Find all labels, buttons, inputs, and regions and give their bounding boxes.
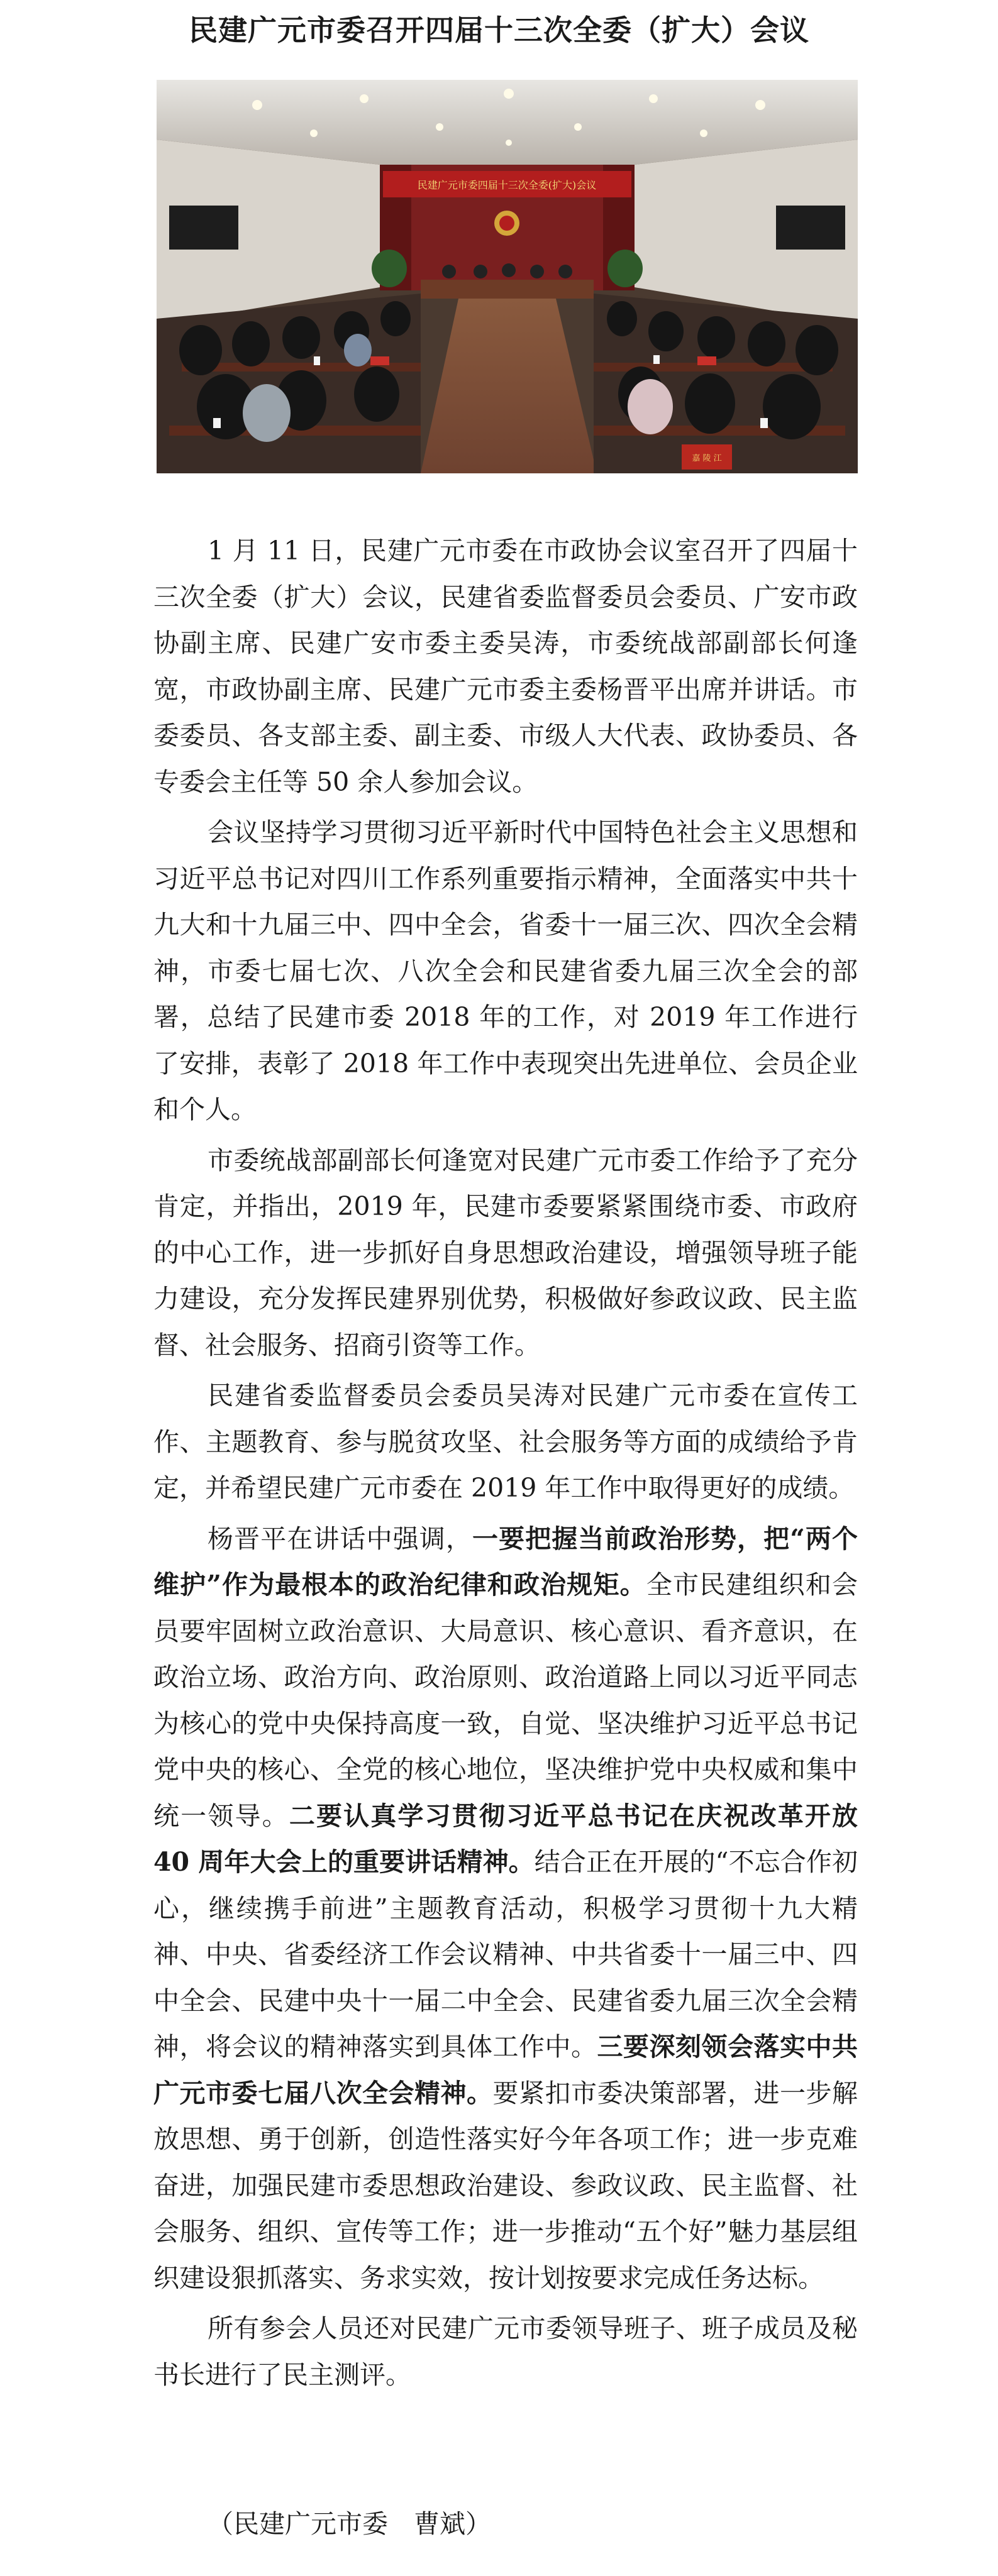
paragraph-text: 1 月 11 日，民建广元市委在市政协会议室召开了四届十三次全委（扩大）会议，民建省委监督委员会委员、广安市政协副主席、民建广安市委主委吴涛，市委统战部副部长何逢宽，市政协副主席、民建广元市委主委杨晋平出席并讲话。市委委员、各支部主委、副主委、市级人大代表、政协委员、各专委会主任等 50 余人参加会议。	[153, 536, 858, 797]
article-paragraph	[153, 1516, 858, 2302]
paragraph-text: 市委统战部副部长何逢宽对民建广元市委工作给予了充分肯定，并指出，2019 年，民建市委要紧紧围绕市委、市政府的中心工作，进一步抓好自身思想政治建设，增强领导班子能力建设，充分发挥民建界别优势，积极做好参政议政、民主监督、社会服务、招商引资等工作。	[153, 1145, 858, 1360]
banner-text: 民建广元市委四届十三次全委(扩大)会议	[417, 179, 597, 191]
paragraph-text: 要紧扣市委决策部署，进一步解放思想、勇于创新，创造性落实好今年各项工作；进一步克难奋进，加强民建市委思想政治建设、参政议政、民主监督、社会服务、组织、宣传等工作；进一步推动“五个好”魅力基层组织建设狠抓落实、务求实效，按计划按要求完成任务达标。	[153, 2078, 858, 2293]
article-paragraph	[153, 1373, 858, 1512]
article-paragraph	[153, 528, 858, 805]
paragraph-text: 民建省委监督委员会委员吴涛对民建广元市委在宣传工作、主题教育、参与脱贫攻坚、社会服务等方面的成绩给予肯定，并希望民建广元市委在 2019 年工作中取得更好的成绩。	[153, 1380, 858, 1503]
paragraph-text: 结合正在开展的“不忘合作初心，继续携手前进”主题教育活动，积极学习贯彻十九大精神、中央、省委经济工作会议精神、中共省委十一届三中、四中全会、民建中央十一届二中全会、民建省委九届三次全会精神，将会议的精神落实到具体工作中。	[153, 1847, 858, 2062]
paragraph-text: 杨晋平在讲话中强调，	[208, 1523, 473, 1554]
paragraph-text: 所有参会人员还对民建广元市委领导班子、班子成员及秘书长进行了民主测评。	[153, 2313, 858, 2390]
bold-text: 一要把握当前政治形势，把“两个维护”作为最根本的政治纪律和政治规矩。	[153, 1523, 858, 1600]
article-paragraph	[153, 1138, 858, 1369]
meeting-photo	[157, 80, 858, 473]
author-line: （民建广元市委 曹斌）	[208, 2509, 491, 2539]
paragraph-text: 全市民建组织和会员要牢固树立政治意识、大局意识、核心意识、看齐意识，在政治立场、政治方向、政治原则、政治道路上同以习近平同志为核心的党中央保持高度一致，自觉、坚决维护习近平总书记党中央的核心、全党的核心地位，坚决维护党中央权威和集中统一领导。	[153, 1570, 858, 1831]
nameplate-text: 嘉 陵 江	[692, 454, 722, 463]
article-body	[153, 528, 858, 2403]
paragraph-text: 会议坚持学习贯彻习近平新时代中国特色社会主义思想和习近平总书记对四川工作系列重要指示精神，全面落实中共十九大和十九届三中、四中全会，省委十一届三次、四次全会精神，市委七届七次、八次全会和民建省委九届三次全会的部署，总结了民建市委 2018 年的工作，对 2019 年工作进行了安排，表彰了 2018 年工作中表现突出先进单位、会员企业和个人。	[153, 817, 858, 1125]
bold-text: 二要认真学习贯彻习近平总书记在庆祝改革开放 40 周年大会上的重要讲话精神。	[153, 1800, 858, 1877]
bold-text: 三要深刻领会落实中共广元市委七届八次全会精神。	[153, 2032, 858, 2108]
article-paragraph	[153, 810, 858, 1133]
article-title: 民建广元市委召开四届十三次全委（扩大）会议	[189, 13, 809, 47]
article-paragraph	[153, 2306, 858, 2398]
